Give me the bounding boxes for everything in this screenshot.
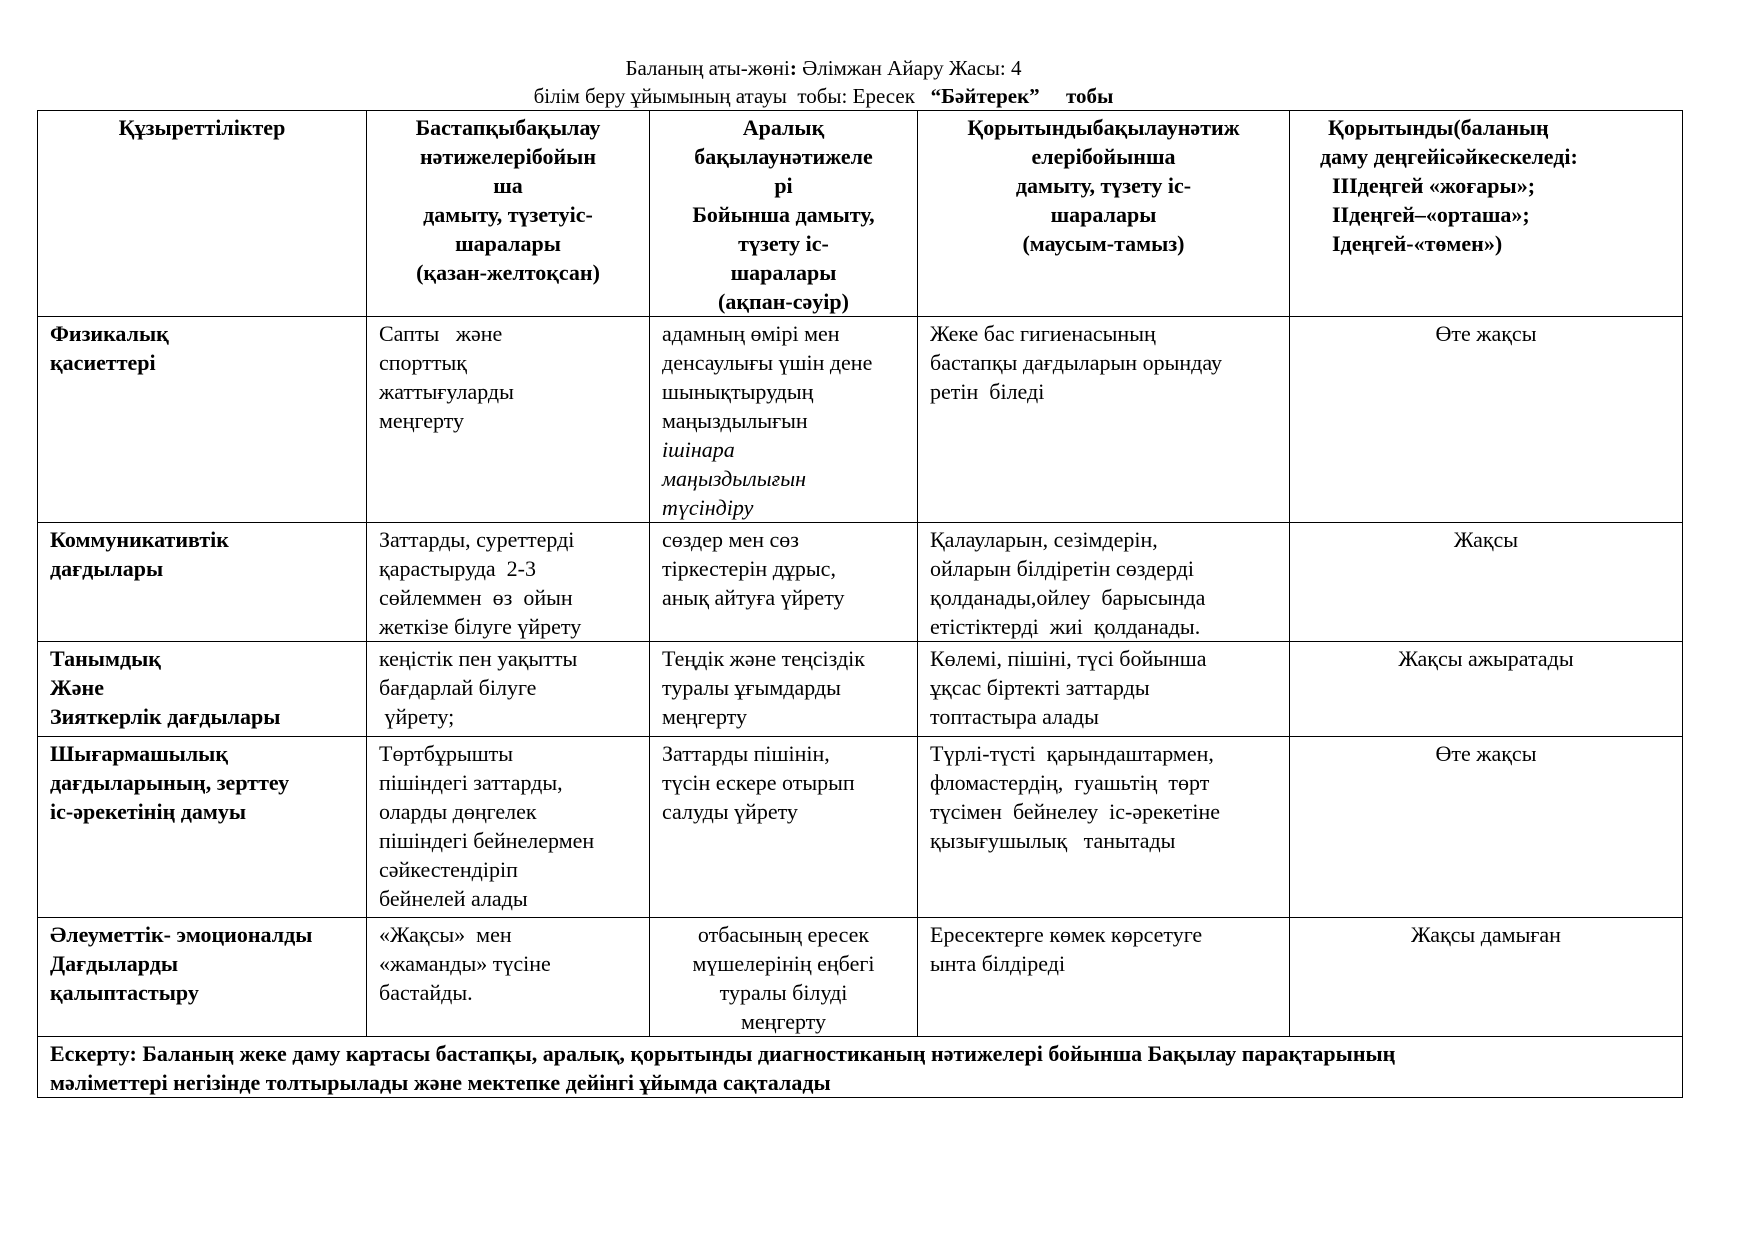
header-line: IIIдеңгей «жоғары»; [1332, 173, 1536, 198]
group-suffix: тобы [1039, 84, 1114, 108]
interim-measures [650, 317, 918, 523]
competency-name [38, 317, 367, 523]
final-measures [918, 918, 1290, 1037]
cell-line: оларды дөңгелек [379, 799, 537, 824]
cell-line: адамның өмірі мен [662, 321, 840, 346]
header-line: дамыту, түзетуіс- [423, 202, 593, 227]
final-measures [918, 737, 1290, 918]
header-line: шаралары [1050, 202, 1157, 227]
result-level: Өте жақсы [1290, 737, 1683, 918]
cell-line: Ескерту: Баланың жеке даму картасы бастапқы, аралық, қорытынды диагностиканың нәтижелері бойынша Бақылау парақтарының [50, 1041, 1396, 1066]
cell-line: Қалауларын, сезімдерін, [930, 527, 1158, 552]
competency-name [38, 737, 367, 918]
cell-line: қызығушылық танытады [930, 828, 1176, 853]
cell-line: меңгерту [662, 704, 747, 729]
header-line: Iдеңгей-«төмен») [1332, 231, 1503, 256]
table-row [38, 737, 1683, 918]
cell-line: жеткізе білуге үйрету [379, 614, 582, 639]
cell-line: «жаманды» түсіне [379, 951, 551, 976]
cell-line: фломастердің, гуашьтің төрт [930, 770, 1210, 795]
cell-line: Зияткерлік дағдылары [50, 704, 281, 729]
table-row [38, 523, 1683, 642]
cell-line: бастапқы дағдыларын орындау [930, 350, 1222, 375]
cell-line: меңгерту [379, 408, 464, 433]
header-line: Құзыреттіліктер [118, 115, 286, 140]
initial-measures [367, 523, 650, 642]
competency-name [38, 642, 367, 737]
interim-measures [650, 642, 918, 737]
child-name-value: Әлімжан Айару Жасы: 4 [796, 56, 1022, 80]
cell-line: шынықтырудың [662, 379, 814, 404]
cell-line: дағдылары [50, 556, 164, 581]
cell-line: түсіндіру [662, 495, 754, 520]
cell-line: іс-әрекетінің дамуы [50, 799, 247, 824]
interim-header [650, 111, 918, 317]
cell-line: пішіндегі бейнелермен [379, 828, 595, 853]
cell-line: «Жақсы» мен [379, 922, 512, 947]
cell-line: сөздер мен сөз [662, 527, 799, 552]
interim-measures [650, 918, 918, 1037]
cell-line: Танымдық [50, 646, 161, 671]
cell-line: қалыптастыру [50, 980, 199, 1005]
interim-measures [650, 523, 918, 642]
cell-line: дағдыларының, зерттеу [50, 770, 290, 795]
final-measures [918, 523, 1290, 642]
cell-line: жаттығуларды [379, 379, 514, 404]
header-line: Бойынша дамыту, [692, 202, 875, 227]
note-text [38, 1037, 1683, 1098]
cell-line: кеңістік пен уақытты [379, 646, 578, 671]
organization-line [0, 84, 1755, 108]
header-line: бақылаунәтижеле [694, 144, 873, 169]
table-row [38, 918, 1683, 1037]
header-line: нәтижелерібойын [419, 144, 597, 169]
child-name-colon: : [789, 56, 797, 80]
cell-line: Коммуникативтік [50, 527, 229, 552]
cell-line: Сапты және [379, 321, 503, 346]
cell-line: сәйкестендіріп [379, 857, 518, 882]
cell-line: қарастыруда 2-3 [379, 556, 536, 581]
header-line: (маусым-тамыз) [1022, 231, 1185, 256]
header-line: Қорытындыбақылаунәтиж [967, 115, 1240, 140]
header-line: шаралары [455, 231, 561, 256]
cell-line: Дағдыларды [50, 951, 179, 976]
cell-line: денсаулығы үшін дене [662, 350, 873, 375]
cell-line: Теңдік және теңсіздік [662, 646, 865, 671]
result-header [1290, 111, 1683, 317]
header-line: түзету іс- [738, 231, 829, 256]
cell-line: ұқсас біртекті заттарды [930, 675, 1150, 700]
cell-line: топтастыра алады [930, 704, 1099, 729]
cell-line: мәліметтері негізінде толтырылады және мектепке дейінгі ұйымда сақталады [50, 1070, 831, 1095]
cell-line: Шығармашылық [50, 741, 229, 766]
cell-line: қасиеттері [50, 350, 156, 375]
cell-line: Көлемі, пішіні, түсі бойынша [930, 646, 1207, 671]
table-row [38, 642, 1683, 737]
table-header-row [38, 111, 1683, 317]
interim-measures [650, 737, 918, 918]
cell-line: Заттарды, суреттерді [379, 527, 575, 552]
header-line: дамыту, түзету іс- [1015, 173, 1192, 198]
initial-measures [367, 737, 650, 918]
table-body [38, 317, 1683, 1098]
cell-line: спорттық [379, 350, 467, 375]
cell-line: отбасының ересек [697, 922, 870, 947]
cell-line: туралы білуді [719, 980, 848, 1005]
result-level: Жақсы дамыған [1290, 918, 1683, 1037]
result-level: Жақсы [1290, 523, 1683, 642]
cell-line: түсімен бейнелеу іс-әрекетіне [930, 799, 1221, 824]
child-name-line [0, 56, 1755, 80]
cell-line: Физикалық [50, 321, 169, 346]
result-level: Өте жақсы [1290, 317, 1683, 523]
child-name-label: Баланың аты-жөні [625, 56, 790, 80]
cell-line: мүшелерінің еңбегі [692, 951, 875, 976]
final-header [918, 111, 1290, 317]
cell-line: ретін біледі [930, 379, 1045, 404]
cell-line: маңыздылығын [662, 408, 808, 433]
header-line: елерібойынша [1031, 144, 1176, 169]
cell-line: ішінара [662, 437, 735, 462]
cell-line: ойларын білдіретін сөздерді [930, 556, 1194, 581]
note-row [38, 1037, 1683, 1098]
header-line: (қазан-желтоқсан) [416, 260, 600, 285]
cell-line: Ересектерге көмек көрсетуге [930, 922, 1203, 947]
cell-line: анық айтуға үйрету [662, 585, 845, 610]
cell-line: бағдарлай білуге [379, 675, 537, 700]
cell-line: тіркестерін дұрыс, [662, 556, 836, 581]
initial-measures [367, 642, 650, 737]
cell-line: түсін ескере отырып [662, 770, 855, 795]
header-line: Бастапқыбақылау [415, 115, 601, 140]
cell-line: бейнелей алады [379, 886, 528, 911]
cell-line: Жеке бас гигиенасының [930, 321, 1156, 346]
cell-line: қолданады,ойлеу барысында [930, 585, 1206, 610]
cell-line: меңгерту [741, 1009, 826, 1034]
cell-line: Түрлі-түсті қарындаштармен, [930, 741, 1214, 766]
result-level: Жақсы ажыратады [1290, 642, 1683, 737]
cell-line: Төртбұрышты [379, 741, 514, 766]
header-line: Қорытынды(баланың [1328, 115, 1549, 140]
cell-line: салуды үйрету [662, 799, 798, 824]
header-line: IIдеңгей–«орташа»; [1332, 202, 1530, 227]
cell-line: сөйлеммен өз ойын [379, 585, 573, 610]
header-line: Аралық [742, 115, 825, 140]
competency-name [38, 523, 367, 642]
header-line: (ақпан-сәуір) [718, 289, 849, 314]
organization-prefix: білім беру ұйымының атауы тобы: Ересек [533, 84, 931, 108]
header-line: рі [774, 173, 793, 198]
header-line: даму деңгейісәйкескеледі: [1320, 144, 1578, 169]
cell-line: Әлеуметтік- эмоционалды [50, 922, 313, 947]
header-line: шаралары [730, 260, 837, 285]
cell-line: бастайды. [379, 980, 473, 1005]
competencies-header [38, 111, 367, 317]
initial-header [367, 111, 650, 317]
cell-line: пішіндегі заттарды, [379, 770, 563, 795]
cell-line: туралы ұғымдарды [662, 675, 841, 700]
cell-line: Және [50, 675, 104, 700]
group-name: “Бәйтерек” [930, 84, 1040, 108]
development-map-table [37, 110, 1683, 1098]
competency-name [38, 918, 367, 1037]
final-measures [918, 317, 1290, 523]
table-row [38, 317, 1683, 523]
initial-measures [367, 918, 650, 1037]
header-line: ша [493, 173, 523, 198]
cell-line: Заттарды пішінін, [662, 741, 830, 766]
initial-measures [367, 317, 650, 523]
cell-line: етістіктерді жиі қолданады. [930, 614, 1201, 639]
cell-line: үйрету; [379, 704, 455, 729]
final-measures [918, 642, 1290, 737]
cell-line: ынта білдіреді [930, 951, 1066, 976]
cell-line: маңыздылығын [662, 466, 807, 491]
